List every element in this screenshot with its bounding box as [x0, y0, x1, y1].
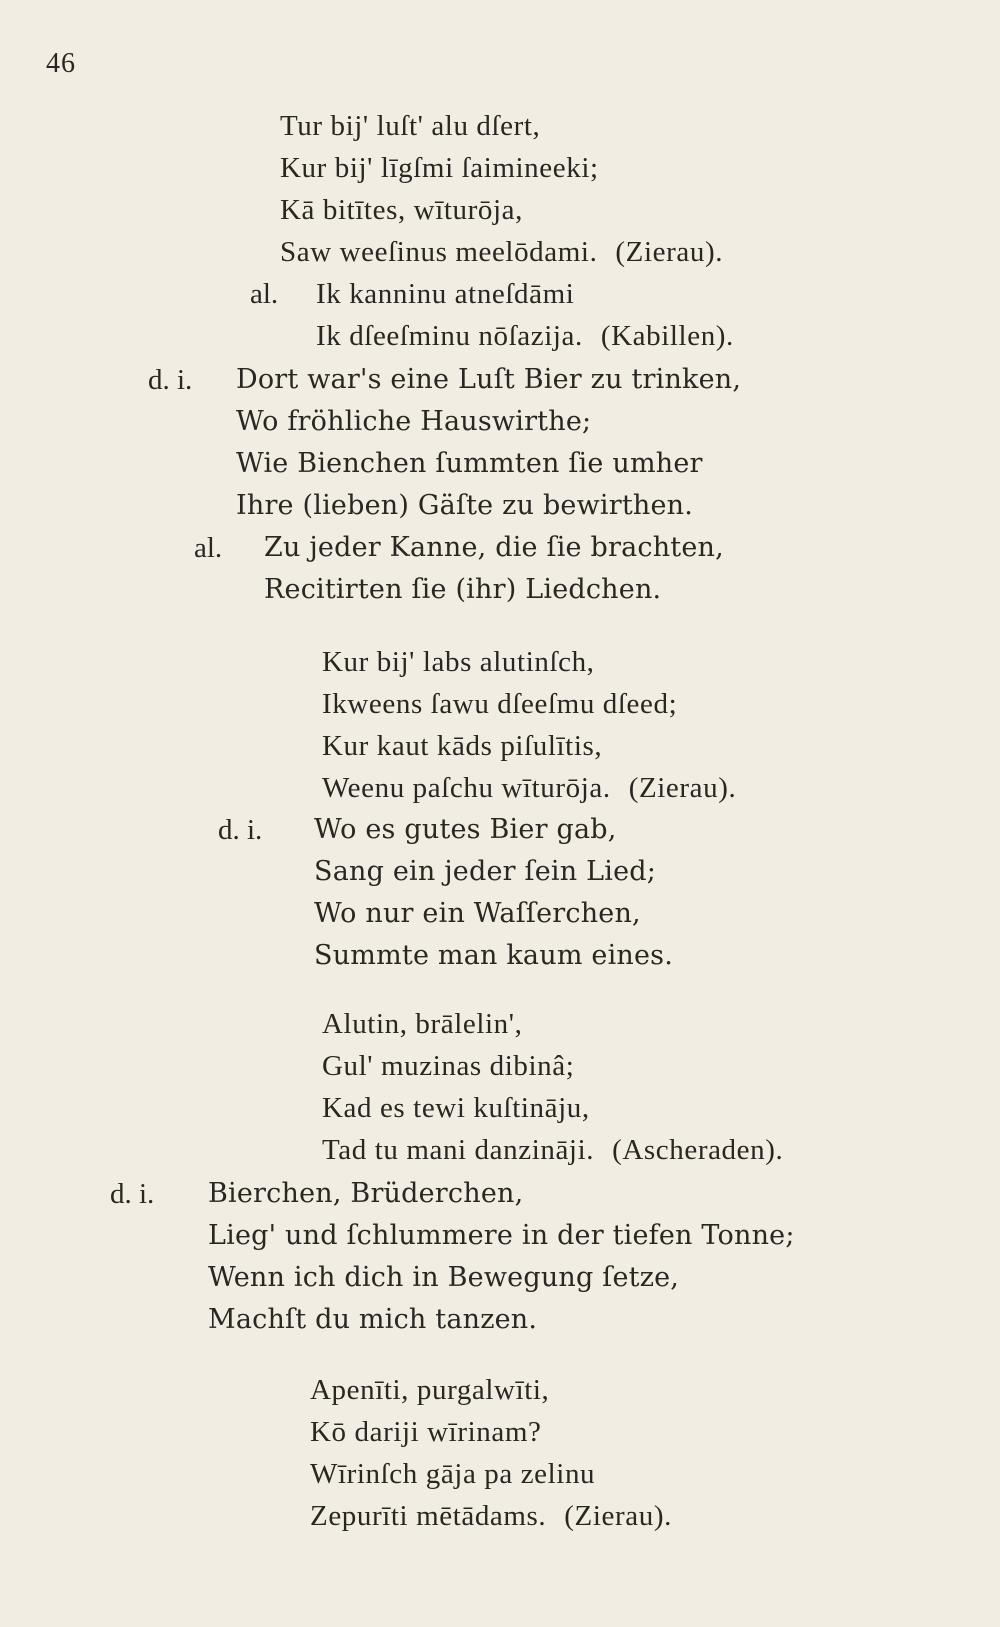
- verse-text: Weenu paſchu wīturōja.: [322, 772, 611, 804]
- verse-line: [322, 1136, 783, 1165]
- verse-line: Wīrinſch gāja pa zelinu: [310, 1458, 596, 1490]
- translation-line: Wenn ich dich in Bewegung ſetze,: [208, 1262, 680, 1293]
- verse-text: Saw weeſinus meelōdami.: [280, 236, 598, 268]
- translation-line: Wie Bienchen ſummten ſie umher: [236, 448, 703, 479]
- source-note: (Zierau).: [628, 772, 737, 804]
- verse-line: [322, 774, 736, 803]
- page-number: 46: [46, 48, 76, 79]
- source-note: (Kabillen).: [600, 320, 734, 352]
- alt-label: al.: [250, 278, 279, 310]
- translation-line: Summte man kaum eines.: [314, 940, 674, 971]
- verse-line: Kō dariji wīrinam?: [310, 1416, 542, 1448]
- verse-line: Kur bij' labs alutinſch,: [322, 646, 595, 678]
- source-note: (Ascheraden).: [612, 1134, 784, 1166]
- translation-label: d. i.: [110, 1178, 155, 1210]
- verse-line: Kad es tewi kuſtināju,: [322, 1092, 590, 1124]
- translation-line: Bierchen, Brüderchen,: [208, 1178, 524, 1209]
- translation-line: Recitirten ſie (ihr) Liedchen.: [264, 574, 662, 605]
- source-note: (Zierau).: [564, 1500, 672, 1532]
- verse-text: Tad tu mani danzināji.: [322, 1134, 595, 1166]
- translation-label: d. i.: [218, 814, 263, 846]
- verse-line: Gul' muzinas dibinâ;: [322, 1050, 575, 1082]
- translation-line: Lieg' und ſchlummere in der tiefen Tonne;: [208, 1220, 795, 1251]
- verse-line: [316, 322, 734, 351]
- verse-line: Apenīti, purgalwīti,: [310, 1374, 550, 1406]
- verse-line: Kur kaut kāds piſulītis,: [322, 730, 603, 762]
- translation-line: Sang ein jeder ſein Lied;: [314, 856, 657, 887]
- verse-line: Kā bitītes, wīturōja,: [280, 194, 523, 226]
- verse-line: Ikweens ſawu dſeeſmu dſeed;: [322, 688, 678, 720]
- translation-label: d. i.: [148, 364, 193, 396]
- alt-label: al.: [194, 532, 223, 564]
- translation-line: Wo fröhliche Hauswirthe;: [236, 406, 592, 437]
- translation-line: Wo es gutes Bier gab,: [314, 814, 617, 845]
- verse-line: [310, 1502, 672, 1531]
- translation-line: Wo nur ein Waſſerchen,: [314, 898, 641, 929]
- verse-line: Kur bij' līgſmi ſaimineeki;: [280, 152, 599, 184]
- source-note: (Zierau).: [615, 236, 724, 268]
- verse-text: Zepurīti mētādams.: [310, 1500, 547, 1532]
- verse-line: [280, 238, 723, 267]
- verse-text: Ik dſeeſminu nōſazija.: [316, 320, 583, 352]
- verse-line: Alutin, brālelin',: [322, 1008, 523, 1040]
- translation-line: Dort war's eine Luſt Bier zu trinken,: [236, 364, 742, 395]
- translation-line: Zu jeder Kanne, die ſie brachten,: [264, 532, 724, 563]
- verse-line: Ik kanninu atneſdāmi: [316, 278, 575, 310]
- translation-line: Machſt du mich tanzen.: [208, 1304, 538, 1335]
- verse-line: Tur bij' luſt' alu dſert,: [280, 110, 541, 142]
- translation-line: Ihre (lieben) Gäſte zu bewirthen.: [236, 490, 694, 521]
